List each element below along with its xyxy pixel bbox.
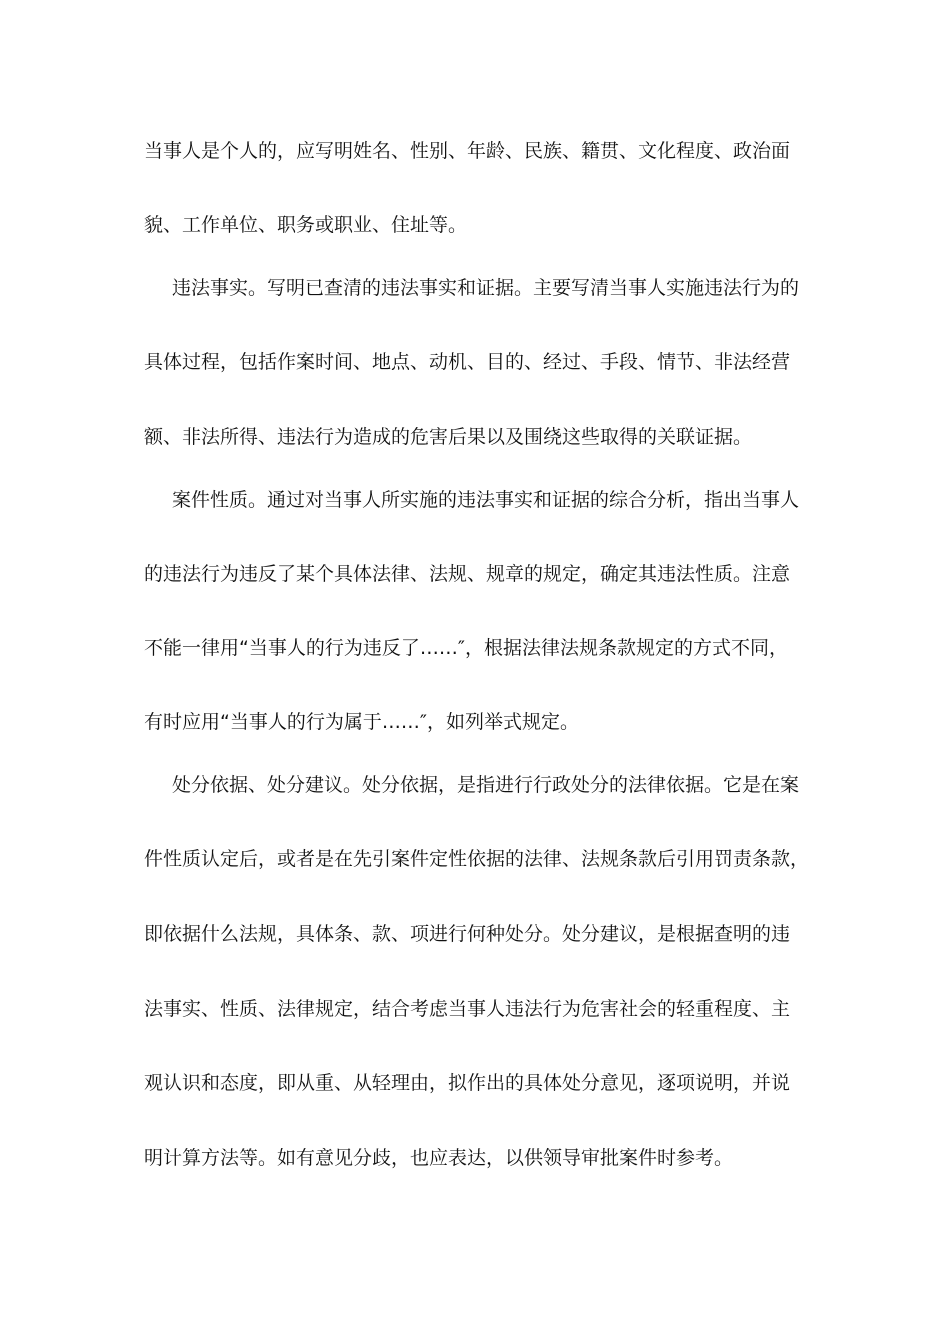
paragraph-line: 不能一律用“当事人的行为违反了……″，根据法律法规条款规定的方式不同， (144, 637, 788, 659)
paragraph-line: 违法事实。写明已查清的违法事实和证据。主要写清当事人实施违法行为的 (172, 277, 800, 299)
paragraph-line: 明计算方法等。如有意见分歧，也应表达，以供领导审批案件时参考。 (144, 1147, 734, 1169)
paragraph-line: 当事人是个人的，应写明姓名、性别、年龄、民族、籍贯、文化程度、政治面 (144, 140, 791, 162)
paragraph-line: 有时应用“当事人的行为属于……″，如列举式规定。 (144, 711, 579, 733)
paragraph-line: 案件性质。通过对当事人所实施的违法事实和证据的综合分析，指出当事人 (172, 489, 800, 511)
paragraph-line: 貌、工作单位、职务或职业、住址等。 (144, 214, 468, 236)
paragraph-line: 件性质认定后，或者是在先引案件定性依据的法律、法规条款后引用罚责条款， (144, 848, 810, 870)
paragraph-line: 即依据什么法规，具体条、款、项进行何种处分。处分建议，是根据查明的违 (144, 923, 791, 945)
paragraph-line: 法事实、性质、法律规定，结合考虑当事人违法行为危害社会的轻重程度、主 (144, 998, 791, 1020)
paragraph-line: 观认识和态度，即从重、从轻理由，拟作出的具体处分意见，逐项说明，并说 (144, 1072, 791, 1094)
paragraph-line: 具体过程，包括作案时间、地点、动机、目的、经过、手段、情节、非法经营 (144, 351, 791, 373)
paragraph-line: 额、非法所得、违法行为造成的危害后果以及围绕这些取得的关联证据。 (144, 426, 753, 448)
paragraph-line: 的违法行为违反了某个具体法律、法规、规章的规定，确定其违法性质。注意 (144, 563, 791, 585)
paragraph-line: 处分依据、处分建议。处分依据，是指进行行政处分的法律依据。它是在案 (172, 774, 800, 796)
